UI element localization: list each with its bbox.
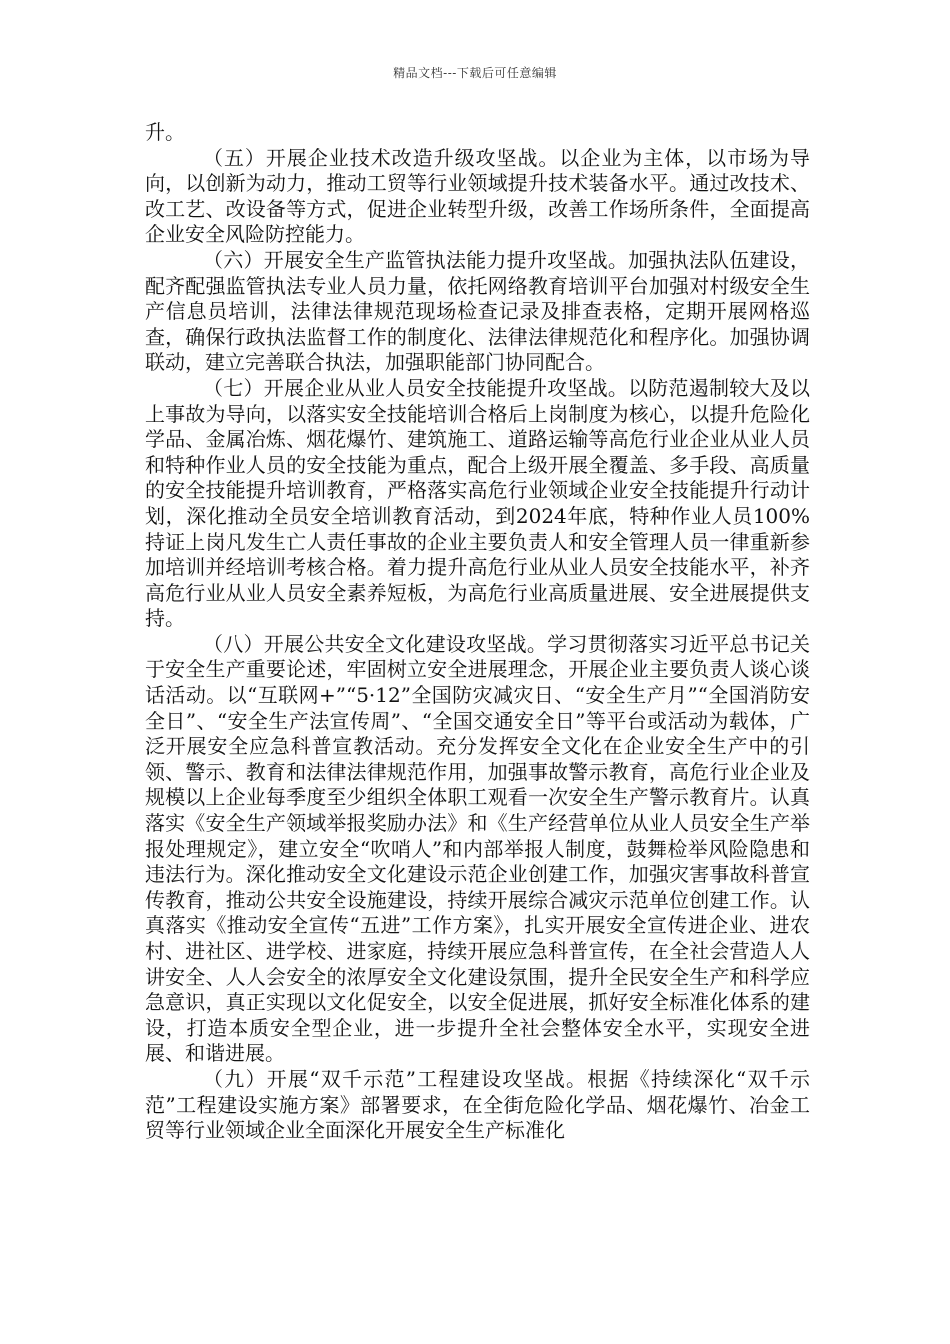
paragraph-section-5: （五）开展企业技术改造升级攻坚战。以企业为主体，以市场为导向，以创新为动力，推动工贸等行业领域提升技术装备水平。通过改技术、改工艺、改设备等方式，促进企业转型升级，改善工作场所条件，全面提高企业安全风险防控能力。	[145, 145, 810, 247]
paragraph-section-7: （七）开展企业从业人员安全技能提升攻坚战。以防范遏制较大及以上事故为导向，以落实安全技能培训合格后上岗制度为核心，以提升危险化学品、金属冶炼、烟花爆竹、建筑施工、道路运输等高危行业企业从业人员和特种作业人员的安全技能为重点，配合上级开展全覆盖、多手段、高质量的安全技能提升培训教育，严格落实高危行业领域企业安全技能提升行动计划，深化推动全员安全培训教育活动，到2024年底，特种作业人员100%持证上岗凡发生亡人责任事故的企业主要负责人和安全管理人员一律重新参加培训并经培训考核合格。着力提升高危行业从业人员安全技能水平，补齐高危行业从业人员安全素养短板，为高危行业高质量进展、安全进展提供支持。	[145, 375, 810, 631]
paragraph-section-8: （八）开展公共安全文化建设攻坚战。学习贯彻落实习近平总书记关于安全生产重要论述，牢固树立安全进展理念，开展企业主要负责人谈心谈话活动。以“互联网+”“5·12”全国防灾减灾日、“安全生产月”“全国消防安全日”、“安全生产法宣传周”、“全国交通安全日”等平台或活动为载体，广泛开展安全应急科普宣教活动。充分发挥安全文化在企业安全生产中的引领、警示、教育和法律法律规范作用，加强事故警示教育，高危行业企业及规模以上企业每季度至少组织全体职工观看一次安全生产警示教育片。认真落实《安全生产领域举报奖励办法》和《生产经营单位从业人员安全生产举报处理规定》，建立安全“吹哨人”和内部举报人制度，鼓舞检举风险隐患和违法行为。深化推动安全文化建设示范企业创建工作，加强灾害事故科普宣传教育，推动公共安全设施建设，持续开展综合减灾示范单位创建工作。认真落实《推动安全宣传“五进”工作方案》，扎实开展安全宣传进企业、进农村、进社区、进学校、进家庭，持续开展应急科普宣传，在全社会营造人人讲安全、人人会安全的浓厚安全文化建设氛围，提升全民安全生产和科学应急意识，真正实现以文化促安全，以安全促进展，抓好安全标准化体系的建设，打造本质安全型企业，进一步提升全社会整体安全水平，实现安全进展、和谐进展。	[145, 631, 810, 1066]
paragraph-section-9: （九）开展“双千示范”工程建设攻坚战。根据《持续深化“双千示范”工程建设实施方案》部署要求，在全街危险化学品、烟花爆竹、冶金工贸等行业领域企业全面深化开展安全生产标准化	[145, 1066, 810, 1143]
page-header: 精品文档---下载后可任意编辑	[393, 66, 557, 80]
document-body	[145, 120, 810, 1144]
paragraph-section-6: （六）开展安全生产监管执法能力提升攻坚战。加强执法队伍建设，配齐配强监管执法专业人员力量，依托网络教育培训平台加强对村级安全生产信息员培训，法律法律规范现场检查记录及排查表格，定期开展网格巡查，确保行政执法监督工作的制度化、法律法律规范化和程序化。加强协调联动，建立完善联合执法，加强职能部门协同配合。	[145, 247, 810, 375]
paragraph-continuation: 升。	[145, 120, 185, 144]
